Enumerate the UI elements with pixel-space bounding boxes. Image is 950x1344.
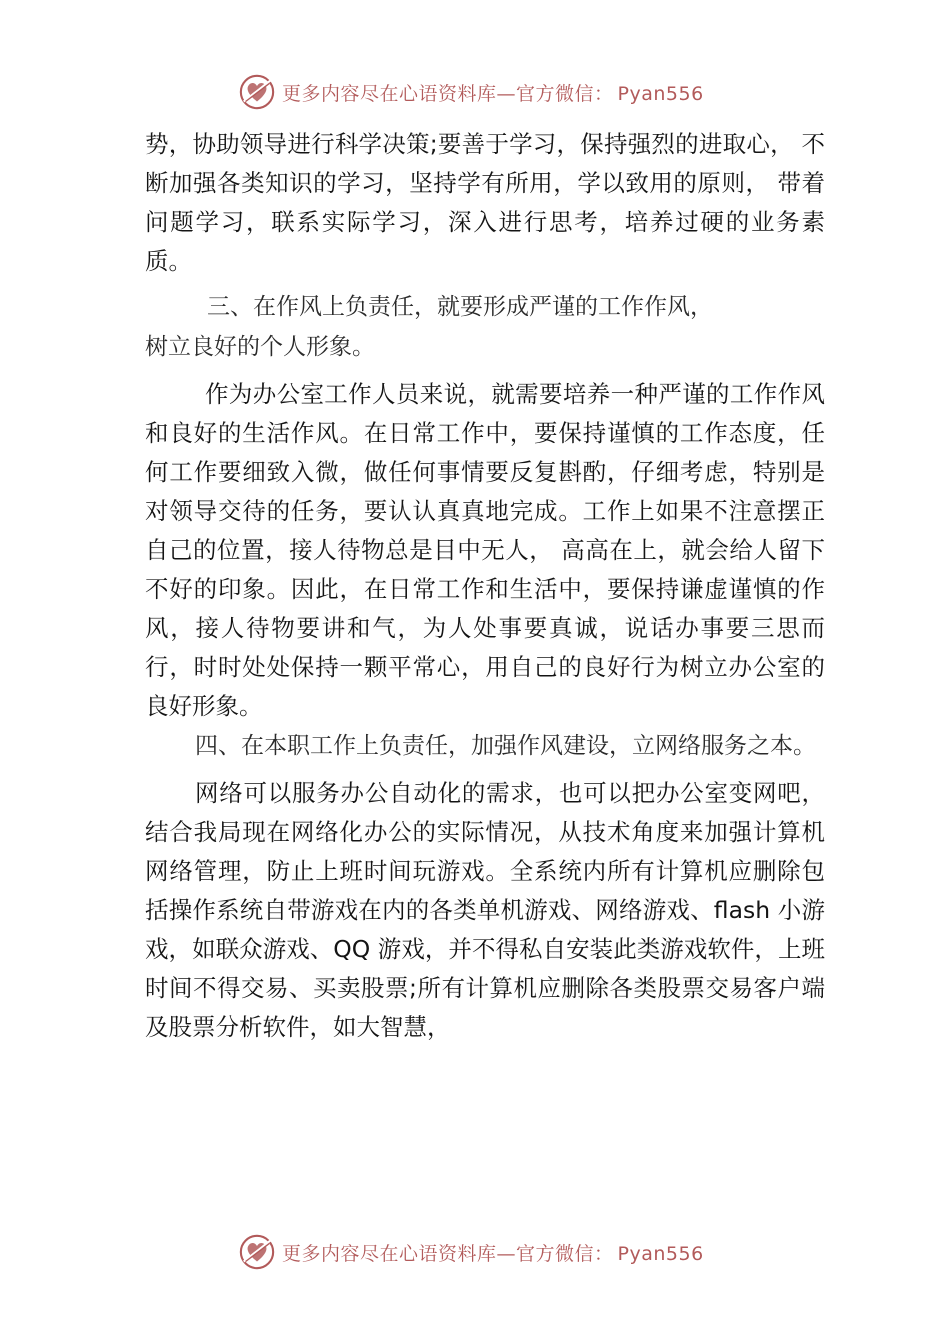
header-watermark bbox=[238, 72, 758, 112]
watermark-text: 更多内容尽在心语资料库—官方微信： Pyan556 bbox=[282, 82, 704, 105]
watermark-wechat-id: Pyan556 bbox=[617, 1242, 704, 1265]
paragraph-2: 作为办公室工作人员来说，就需要培养一种严谨的工作作风和良好的生活作风。在日常工作中，要保持谨慎的工作态度，任何工作要细致入微，做任何事情要反复斟酌，仔细考虑，特别是对领导交待的任务，要认认真真地完成。工作上如果不注意摆正自己的位置，接人待物总是目中无人， 高高在上，就会给人留下不好的印象。因此，在日常工作和生活中，要保持谦虚谨慎的作风，接人待物要讲和气，为人处事要真诚，说话办事要三思而行，时时处处保持一颗平常心，用自己的良好行为树立办公室的良好形象。 bbox=[145, 380, 825, 720]
paragraph-1: 势，协助领导进行科学决策;要善于学习，保持强烈的进取心， 不断加强各类知识的学习，坚持学有所用，学以致用的原则， 带着问题学习，联系实际学习，深入进行思考，培养过硬的业务素质。 bbox=[145, 130, 825, 275]
section-3-heading-line-2: 树立良好的个人形象。 bbox=[145, 334, 375, 360]
paragraph-3: 网络可以服务办公自动化的需求，也可以把办公室变网吧，结合我局现在网络化办公的实际情况，从技术角度来加强计算机网络管理，防止上班时间玩游戏。全系统内所有计算机应删除包括操作系统自带游戏在内的各类单机游戏、网络游戏、flash 小游戏，如联众游戏、QQ 游戏，并不得私自安装此类游戏软件，上班时间不得交易、买卖股票;所有计算机应删除各类股票交易客户端及股票分析软件，如大智慧， bbox=[145, 779, 825, 1041]
document-body bbox=[145, 125, 825, 1047]
footer-watermark bbox=[238, 1232, 758, 1272]
section-4-heading: 四、在本职工作上负责任，加强作风建设，立网络服务之本。 bbox=[195, 733, 816, 759]
heart-logo-icon bbox=[238, 73, 276, 111]
section-3-heading-line-1: 三、在作风上负责任，就要形成严谨的工作作风， bbox=[207, 294, 713, 320]
watermark-text: 更多内容尽在心语资料库—官方微信： Pyan556 bbox=[282, 1242, 704, 1265]
watermark-wechat-id: Pyan556 bbox=[617, 82, 704, 105]
heart-logo-icon bbox=[238, 1233, 276, 1271]
